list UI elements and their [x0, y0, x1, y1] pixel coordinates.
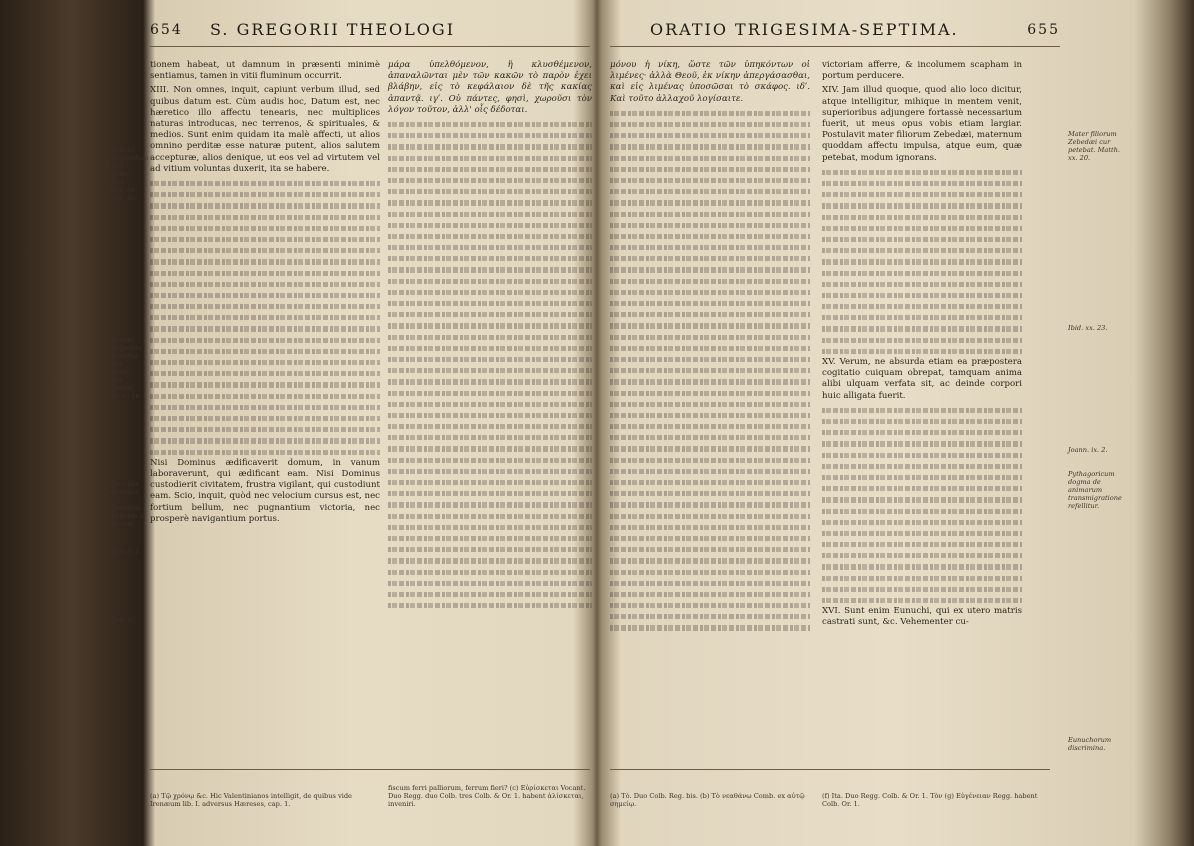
margin-note: Eccles. ix. 11.	[102, 616, 136, 632]
latin-paragraph: XV. Verum, ne absurda etiam ea præpostera cogitatio cuiquam obrepat, tamquam anima alibi ulquam verfata sit, ac deinde corpori huic alligata fuerit.	[822, 357, 1022, 401]
running-title: S. GREGORII THEOLOGI	[210, 20, 456, 39]
right-page	[610, 20, 1122, 816]
text-lines	[388, 119, 592, 611]
header-rule	[610, 46, 1060, 47]
footnote: (a) Τῷ χρόνῳ &c. Hic Valentinianos intelligit, de quibus vide Irenæum lib. I. adversus Hæreses, cap. 1.	[150, 792, 352, 808]
running-title: ORATIO TRIGESIMA-SEPTIMA.	[650, 20, 959, 39]
margin-note: Mater filiorum Zebedæi cur petebat. Matth. xx. 20.	[1068, 130, 1120, 162]
left-page-header	[150, 18, 590, 48]
right-page-header	[610, 18, 1060, 48]
margin-note: Pythagoricum dogma de animarum transmigratione refellitur.	[1068, 470, 1122, 510]
margin-note: Eunuchorum discrimina.	[1068, 736, 1112, 752]
margin-note: Ibid. xx. 23.	[1068, 324, 1108, 332]
footnote: (a) Τὸ. Duo Colb. Reg. bis. (b) Τὸ νεαθάνω Comb. ex αὐτῷ σημείῳ.	[610, 792, 805, 808]
footnote-rule	[610, 769, 1050, 770]
footnote: fiscum ferri palliorum, ferrum fieri? (c) Εὐρίσκεται Vocant. Duo Regg. duo Colb. tres Colb. & Or. 1. habent ἁλίσκεται, inveniri.	[388, 784, 586, 808]
margin-note: Quomodo intelligendum sit hoc verbum: quibus datum est. Matth. xix. 11.	[102, 146, 149, 210]
text-lines	[822, 167, 1022, 357]
margin-note: Ps. cxxvi. 1.	[102, 548, 142, 556]
header-rule	[150, 46, 590, 47]
greek-column	[610, 60, 810, 634]
text-lines	[150, 178, 380, 458]
latin-column	[150, 60, 380, 528]
latin-paragraph: XIV. Jam illud quoque, quod alio loco dicitur, atque intelligitur, mihique in mentem venit, superioribus adjungere fortassè necessarium fuerit, ut meus opus vobis etiam largiar. Postulavit mater filiorum Zebedæi, maternum quoddam affectu impulsa, atque eum, quæ petebat, modum ignorans.	[822, 85, 1022, 163]
latin-column	[822, 60, 1022, 632]
footnote: (f) Ita. Duo Regg. Colb. & Or. 1. Τὸν (g) Εὐγένειαν Regg. habent Colb. Or. 1.	[822, 792, 1038, 808]
latin-paragraph: victoriam afferre, & incolumem scapham in portum perducere.	[822, 60, 1022, 82]
latin-paragraph: Nisi Dominus ædificaverit domum, in vanum laboraverunt, qui ædificant eam. Nisi Dominus custodierit civitatem, frustra vigilant, qui custodiunt eam. Scio, inquit, quòd nec velocium cursus est, nec fortium bellum, nec pugnantium victoria, nec prosperè navigantium portus.	[150, 457, 380, 524]
margin-note: Quomodo intelligenda hæc verba: neque volentis, neque currentis. Rom. ix. 16.	[102, 336, 142, 400]
greek-column	[388, 60, 592, 611]
margin-note: Solus Deus custodibus & currentibus præsidium & victoriam dat.	[102, 480, 146, 536]
greek-paragraph: μάρα ὑπελθόμενον, ἢ κλυσθέμενον, ἀπαναλῶνται μὲν τῶν κακῶν τὸ παρὸν ἐχει βλάβην, εἰς τὸ κεφάλαιον δὲ τῆς κακίας ἀπαντᾷ. ιγʹ. Οὐ πάντες, φησὶ, χωροῦσι τὸν λόγον τοῦτον, ἀλλ' οἷς δέδοται.	[388, 60, 592, 115]
latin-paragraph: XVI. Sunt enim Eunuchi, qui ex utero matris castrati sunt, &c. Vehementer cu-	[822, 606, 1022, 628]
left-page	[102, 20, 592, 816]
latin-paragraph: XIII. Non omnes, inquit, capiunt verbum illud, sed quibus datum est. Cùm audis hoc, Datum est, nec hæretico illo affectu tenearis, nec multiplices naturas introducas, nec terrenos, & spirituales, & medios. Sunt enim quidam ita malè affecti, ut alios omnino perditæ esse naturæ putent, alios salutem accepturæ, alios denique, ut eos vel ad virtutem vel ad vitium voluntas duxerit, ita se habere.	[150, 85, 380, 174]
margin-note: Joann. ix. 2.	[1068, 446, 1108, 454]
latin-paragraph: tionem habeat, ut damnum in præsenti minimè sentiamus, tamen in vitii fluminum occurrit.	[150, 60, 380, 82]
text-lines	[610, 108, 810, 634]
page-number: 654	[150, 22, 183, 38]
page-number: 655	[1027, 22, 1060, 38]
greek-paragraph: μόνου ἡ νίκη, ὥστε τῶν ὑπηκόντων οἱ λιμένες· ἀλλὰ Θεοῦ, ἐκ νίκην ἀπεργάσασθαι, καὶ εἰς λιμένας ὑποσῶσαι τὸ σκάφος. ιδʹ. Καὶ τοῦτο ἀλλαχοῦ λογίσαιτε.	[610, 60, 810, 104]
text-lines	[822, 405, 1022, 606]
footnote-rule	[150, 769, 590, 770]
